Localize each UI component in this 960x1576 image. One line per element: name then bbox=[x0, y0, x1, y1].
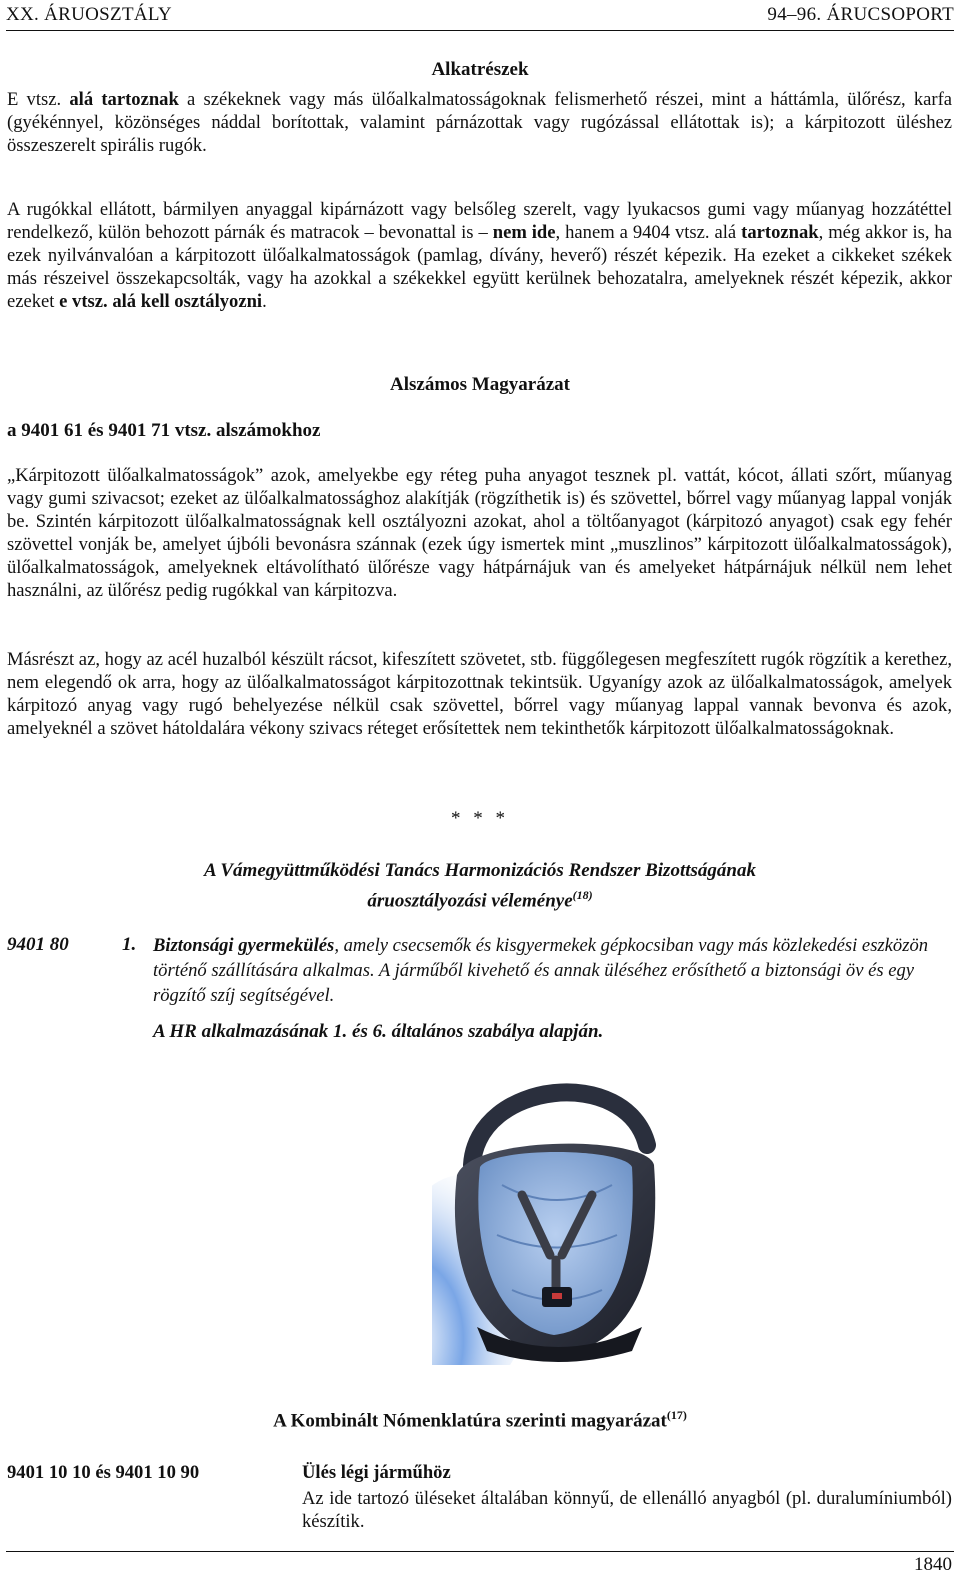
kn-tariff-codes: 9401 10 10 és 9401 10 90 bbox=[7, 1462, 200, 1483]
para2-a: A rugókkal ellátott, bármilyen anyaggal kipárnázott vagy belsőleg szerelt, vagy lyukacsos gumi vagy műanyag hozzátéttel rendelkező, külön behozott párnák és matracok – bevonattal is – bbox=[7, 199, 952, 243]
hr-item-product-name: Biztonsági gyermekülés bbox=[153, 935, 335, 956]
kn-explanation-title bbox=[0, 1408, 960, 1432]
hr-tariff-code: 9401 80 bbox=[7, 934, 69, 955]
hr-opinion-footnote-ref: (18) bbox=[572, 888, 593, 902]
subheading-explanation-title: Alszámos Magyarázat bbox=[390, 374, 570, 395]
page-number: 1840 bbox=[914, 1554, 952, 1575]
para2-f: e vtsz. alá kell osztályozni bbox=[59, 291, 263, 312]
paragraph-parts bbox=[7, 88, 952, 157]
para1-lead: E vtsz. bbox=[7, 89, 62, 110]
subheading-explanation-subject: a 9401 61 és 9401 71 vtsz. alszámokhoz bbox=[7, 420, 321, 441]
child-car-seat-photo bbox=[432, 1055, 672, 1365]
para2-g: . bbox=[262, 291, 267, 312]
paragraph-upholstered: „Kárpitozott ülőalkalmatosságok” azok, amelyekbe egy réteg puha anyagot tesznek pl. vattát, kócot, állati szőrt, műanyag vagy gumi szivacsot; ezeket az ülőalkalmatossághoz alakítják (rögzíthetik is) és szövettel, bőrrel vagy műanyag lappal vonják be. Szintén kárpitozott ülőalkalmatosságnak kell osztályozni azokat, ahol a töltőanyagot (kárpitozó anyagot) csak egy fehér szövettel vonják be, amelyet újbóli bevonásra szánnak (ezek úgy ismertek mint „muszlinos” kárpitozott ülőalkalmatosságok), ülőalkalmatosságok, amelyeknek eltávolítható ülőrésze vagy hátpárnájuk van és amelyeket hátpárnájuk nélkül nem lehet használni, az ülőrész pedig rugókkal van kárpitozva. bbox=[7, 465, 952, 601]
para1-body: a székeknek vagy más ülőalkalmatosságoknak felismerhető részei, mint a háttámla, ülőrész, karfa (gyékénnyel, közönséges náddal borítottak, valamint párnázottak vagy rugózással ellátottak is); a kárpitozott üléshez összeszerelt spirális rugók. bbox=[7, 89, 953, 156]
para2-d: tartoznak bbox=[741, 222, 819, 243]
para2-b: nem ide bbox=[492, 222, 556, 243]
header-rule bbox=[6, 30, 954, 31]
footer-rule bbox=[6, 1551, 954, 1552]
para2-c: , hanem a 9404 vtsz. alá bbox=[555, 222, 737, 243]
hr-item-body: , amely csecsemők és kisgyermekek gépkocsiban vagy más közlekedési eszközön történő szállítására alkalmas. A járműből kivehető és annak üléséhez erősíthető a biztonsági öv és egy rögzítő szíj segítségével. bbox=[153, 935, 929, 1006]
kn-footnote-ref: (17) bbox=[666, 1408, 687, 1422]
kn-title-text: A Kombinált Nómenklatúra szerinti magyarázat bbox=[273, 1410, 667, 1432]
kn-description: Az ide tartozó üléseket általában könnyű, de ellenálló anyagból (pl. duralumíniumból) készítik. bbox=[302, 1488, 952, 1532]
paragraph-not-upholstered: Másrészt az, hogy az acél huzalból készült rácsot, kifeszített szövetet, stb. függőlegesen megfeszített rugók rögzítik a kerethez, nem elegendő ok arra, hogy az ülőalkalmatosságot kárpitozottnak tekintsük. Ugyanígy azok az ülőalkalmatosságok, amelyek kárpitozó anyag vagy rugó behelyezése nélkül csak szövettel, bőrrel vagy műanyag lappal vannak bevonva és azok, amelyeknél a szövet hátoldalára vékony szivacs réteget erősítettek nem tekinthetők kárpitozott ülőalkalmatosságoknak. bbox=[7, 649, 952, 739]
header-chapter-label: 94–96. ÁRUCSOPORT bbox=[767, 4, 954, 25]
running-header bbox=[6, 4, 954, 28]
paragraph-cushions bbox=[7, 198, 952, 313]
hr-item-description bbox=[153, 933, 943, 1008]
hr-item-number: 1. bbox=[122, 934, 137, 955]
hr-opinion-title-text: áruosztályozási véleménye bbox=[367, 890, 573, 912]
header-section-label: XX. ÁRUOSZTÁLY bbox=[6, 4, 172, 25]
hr-opinion-title-line2 bbox=[0, 882, 960, 914]
section-separator-stars: * * * bbox=[451, 808, 509, 829]
hr-opinion-title-line1: A Vámegyüttműködési Tanács Harmonizációs Rendszer Bizottságának bbox=[204, 860, 756, 881]
section-title: Alkatrészek bbox=[431, 59, 529, 80]
hr-legal-basis: A HR alkalmazásának 1. és 6. általános szabálya alapján. bbox=[153, 1021, 604, 1042]
kn-heading: Ülés légi járműhöz bbox=[302, 1462, 451, 1483]
para1-bold: alá tartoznak bbox=[69, 89, 179, 110]
para2-e: , még akkor is, ha ezek nyilvánvalóan a kárpitozott ülőalkalmatosságok (pamlag, dívány, heverő) részét képezik. Ha ezeket a cikkeket székek más részeivel összekapcsolták, vagy ha azokkal a székekkel együtt kerülnek behozatalra, amelyeknek részét képezik, akkor ezeket bbox=[7, 222, 952, 312]
